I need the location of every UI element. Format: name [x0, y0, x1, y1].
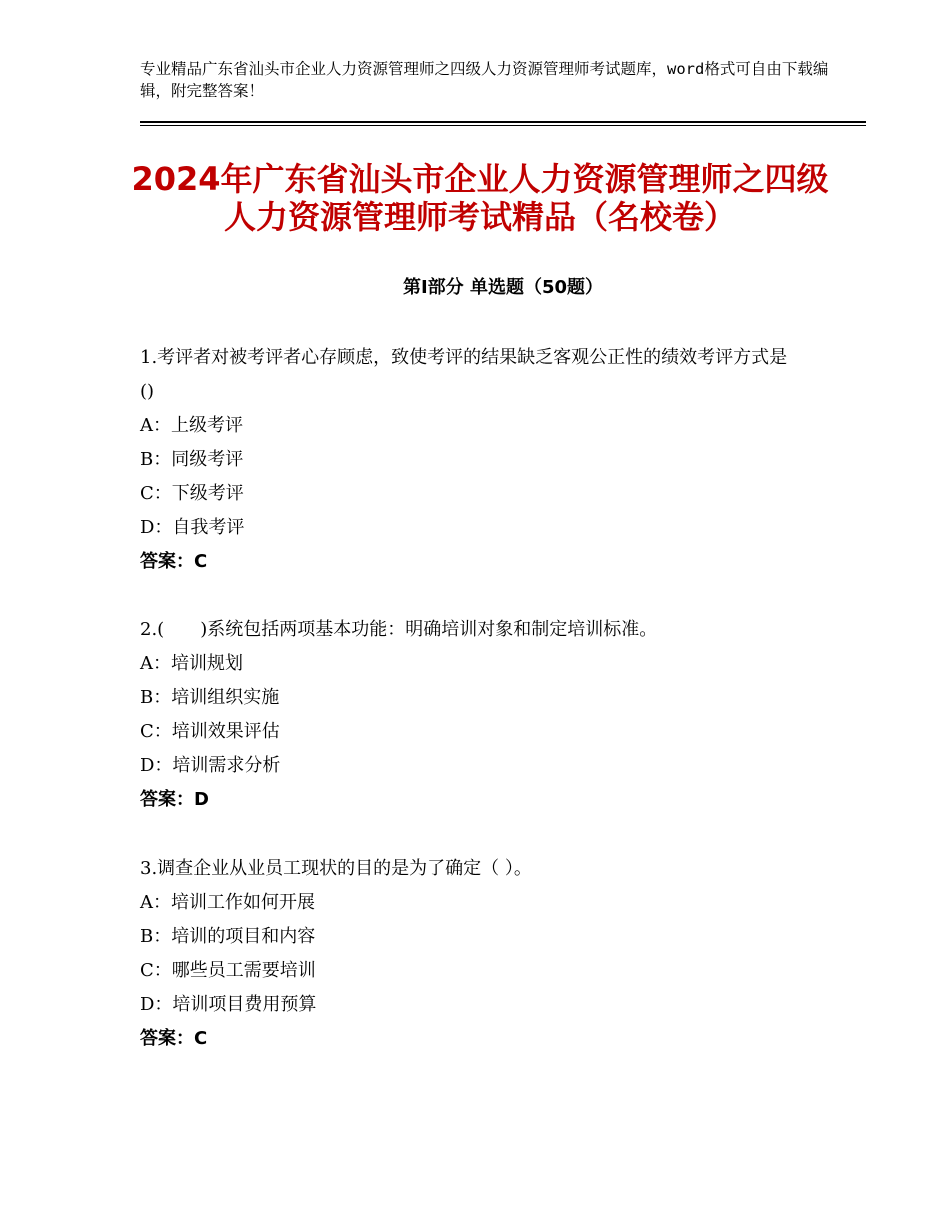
- section-title: 第Ⅰ部分 单选题（50题）: [402, 277, 603, 298]
- option-a: A：上级考评: [140, 415, 243, 436]
- option-a: A：培训工作如何开展: [140, 892, 315, 913]
- question-1: [140, 341, 866, 579]
- question-3: [140, 852, 866, 1056]
- header-rule-thick: [140, 121, 866, 123]
- option-c: C：培训效果评估: [140, 721, 280, 742]
- option-b: B：同级考评: [140, 449, 244, 470]
- option-c: C：下级考评: [140, 483, 244, 504]
- document-title: 2024年广东省汕头市企业人力资源管理师之四级人力资源管理师考试精品（名校卷）: [131, 160, 829, 236]
- option-b: B：培训组织实施: [140, 687, 280, 708]
- option-d: D：自我考评: [140, 517, 245, 538]
- option-c: C：哪些员工需要培训: [140, 960, 316, 981]
- answer: 答案：D: [140, 789, 209, 810]
- answer: 答案：C: [140, 551, 208, 572]
- header-note: 专业精品广东省汕头市企业人力资源管理师之四级人力资源管理师考试题库，word格式可自由下载编辑，附完整答案！: [140, 60, 829, 100]
- answer: 答案：C: [140, 1028, 208, 1049]
- header-rule-thin: [140, 125, 866, 126]
- question-stem: 3.调查企业从业员工现状的目的是为了确定（ ）。: [140, 858, 532, 879]
- question-stem: 1.考评者对被考评者心存顾虑，致使考评的结果缺乏客观公正性的绩效考评方式是(): [140, 347, 788, 402]
- question-stem: 2.( )系统包括两项基本功能：明确培训对象和制定培训标准。: [140, 619, 658, 640]
- option-d: D：培训项目费用预算: [140, 994, 317, 1015]
- question-2: [140, 613, 866, 817]
- option-a: A：培训规划: [140, 653, 243, 674]
- option-d: D：培训需求分析: [140, 755, 281, 776]
- option-b: B：培训的项目和内容: [140, 926, 316, 947]
